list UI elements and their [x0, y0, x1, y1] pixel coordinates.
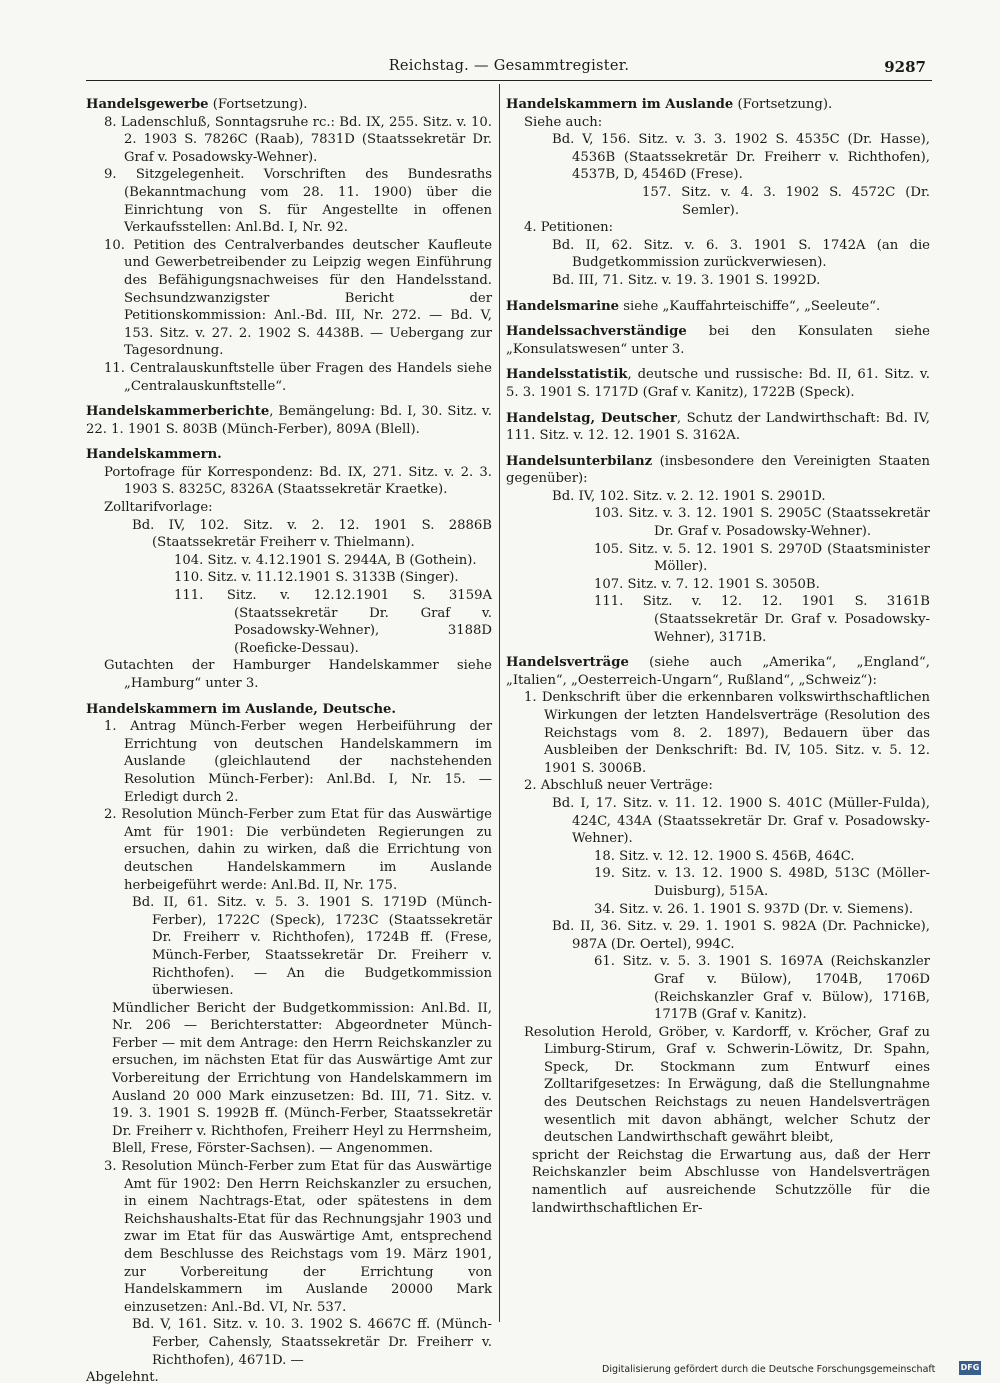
column-divider: [499, 84, 500, 1322]
header-title: Reichstag. — Gesammtregister.: [388, 58, 630, 74]
entry-term: Handelskammern im Auslande: [506, 97, 734, 112]
index-subentry: 4. Petitionen:: [524, 220, 614, 236]
index-subentry: 34. Sitz. v. 26. 1. 1901 S. 937D (Dr. v. Siemens).: [594, 901, 914, 917]
entry-text: , Bemängelung: Bd. I, 30. Sitz. v. 22. 1. 1901 S. 803B (Münch-Ferber), 809A (Blell).: [86, 404, 492, 437]
entry-term: Handelsmarine: [506, 298, 620, 314]
index-subentry: 104. Sitz. v. 4.12.1901 S. 2944A, B (Gothein).: [174, 552, 477, 568]
entry-text: , Schutz der Landwirthschaft: Bd. IV, 111. Sitz. v. 12. 12. 1901 S. 3162A.: [506, 410, 930, 444]
index-entry: [506, 410, 930, 445]
dfg-logo: DFG: [959, 1361, 981, 1375]
footer-credit: Digitalisierung gefördert durch die Deutsche Forschungsgemeinschaft: [602, 1364, 936, 1375]
entry-term: Handelsverträge: [506, 655, 629, 671]
index-subentry: 111. Sitz. v. 12.12.1901 S. 3159A (Staatssekretär Dr. Graf v. Posadowsky-Wehner), 3188D (Roeficke-Dessau).: [174, 588, 492, 656]
index-subentry: 2. Abschluß neuer Verträge:: [524, 778, 713, 794]
index-subentry: Bd. IV, 102. Sitz. v. 2. 12. 1901 S. 2886B (Staatssekretär Freiherr v. Thielmann).: [132, 517, 492, 551]
index-subentry: 105. Sitz. v. 5. 12. 1901 S. 2970D (Staatsminister Möller).: [594, 541, 930, 575]
index-subentry: 111. Sitz. v. 12. 12. 1901 S. 3161B (Staatssekretär Dr. Graf v. Posadowsky-Wehner), 3171B.: [594, 594, 930, 645]
index-entry: [86, 403, 492, 438]
right-column: [506, 96, 930, 1217]
index-entry: [86, 96, 492, 114]
index-subentry: Bd. I, 17. Sitz. v. 11. 12. 1900 S. 401C (Müller-Fulda), 424C, 434A (Staatssekretär Dr. Graf v. Posadowsky-Wehner).: [552, 795, 930, 847]
index-entry: [506, 323, 930, 358]
index-entry: [506, 96, 930, 114]
entry-term: Handelskammern im Auslande, Deutsche.: [86, 701, 397, 717]
index-subentry: 2. Resolution Münch-Ferber zum Etat für das Auswärtige Amt für 1901: Die verbündeten Regierungen zu ersuchen, dahin zu wirken, daß die Errichtung von deutschen Handelskammern im Auslande herbeigeführt werde: Anl.Bd. II, Nr. 175.: [104, 807, 492, 893]
index-subentry: 103. Sitz. v. 3. 12. 1901 S. 2905C (Staatssekretär Dr. Graf v. Posadowsky-Wehner).: [594, 506, 930, 540]
entry-term: Handelskammerberichte: [86, 404, 270, 420]
index-subentry: Bd. II, 62. Sitz. v. 6. 3. 1901 S. 1742A (an die Budgetkommission zurückverwiesen).: [552, 237, 930, 271]
index-subentry: 107. Sitz. v. 7. 12. 1901 S. 3050B.: [594, 576, 820, 592]
entry-text: (Fortsetzung).: [733, 97, 833, 112]
index-subentry: 157. Sitz. v. 4. 3. 1902 S. 4572C (Dr. Semler).: [642, 184, 930, 218]
left-column: [86, 96, 492, 1387]
index-subentry: Zolltarifvorlage:: [104, 500, 213, 516]
index-subentry: Abgelehnt.: [86, 1370, 159, 1386]
entry-text: (insbesondere den Vereinigten Staaten gegenüber):: [506, 453, 930, 487]
index-entry: [86, 446, 492, 464]
index-subentry: 11. Centralauskunftstelle über Fragen des Handels siehe „Centralauskunftstelle“.: [104, 360, 492, 394]
index-subentry: Bd. V, 156. Sitz. v. 3. 3. 1902 S. 4535C (Dr. Hasse), 4536B (Staatssekretär Dr. Freiherr v. Richthofen), 4537B, D, 4546D (Frese).: [552, 132, 930, 183]
entry-term: Handelskammern.: [86, 447, 222, 463]
index-subentry: 9. Sitzgelegenheit. Vorschriften des Bundesraths (Bekanntmachung vom 28. 11. 1900) über die Einrichtung von S. für Angestellte in offenen Verkaufsstellen: Anl.Bd. I, Nr. 92.: [104, 167, 492, 236]
index-subentry: 61. Sitz. v. 5. 3. 1901 S. 1697A (Reichskanzler Graf v. Bülow), 1704B, 1706D (Reichskanzler Graf v. Bülow), 1716B, 1717B (Graf v. Kanitz).: [594, 954, 930, 1023]
index-subentry: 3. Resolution Münch-Ferber zum Etat für das Auswärtige Amt für 1902: Den Herrn Reichskanzler zu ersuchen, in einem Nachtrags-Etat, oder spätestens in dem Reichshaushalts-Etat für das Rechnungsjahr 1903 und zwar im Etat für das Auswärtige Amt, entsprechend dem Beschlusse des Reichstags vom 19. März 1901, zur Vorbereitung der Errichtung von Handelskammern im Auslande 20000 Mark einzusetzen: Anl.-Bd. VI, Nr. 537.: [104, 1159, 492, 1315]
entry-term: Handelsgewerbe: [86, 97, 209, 112]
index-entry: [506, 453, 930, 488]
index-subentry: 19. Sitz. v. 13. 12. 1900 S. 498D, 513C (Möller-Duisburg), 515A.: [594, 866, 930, 899]
index-subentry: Portofrage für Korrespondenz: Bd. IX, 271. Sitz. v. 2. 3. 1903 S. 8325C, 8326A (Staatssekretär Kraetke).: [104, 464, 492, 498]
index-entry: [506, 654, 930, 689]
index-entry: [506, 366, 930, 401]
index-entry: [86, 701, 492, 719]
page-number: 9287: [884, 58, 926, 76]
index-subentry: Bd. II, 36. Sitz. v. 29. 1. 1901 S. 982A (Dr. Pachnicke), 987A (Dr. Oertel), 994C.: [552, 919, 930, 952]
index-subentry: Mündlicher Bericht der Budgetkommission: Anl.Bd. II, Nr. 206 — Berichterstatter: Abgeordneter Münch-Ferber — mit dem Antrage: den Herrn Reichskanzler zu ersuchen, im nächsten Etat für das Auswärtige Amt zur Vorbereitung der Errichtung von Handelskammern im Ausland 20 000 Mark einzusetzen: Bd. III, 71. Sitz. v. 19. 3. 1901 S. 1992B ff. (Münch-Ferber, Staatssekretär Dr. Freiherr v. Richthofen, Freiherr Heyl zu Herrnsheim, Blell, Frese, Förster-Sachsen). — Angenommen.: [112, 1000, 492, 1157]
entry-term: Handelsunterbilanz: [506, 453, 653, 469]
index-subentry: Gutachten der Hamburger Handelskammer siehe „Hamburg“ unter 3.: [104, 658, 492, 691]
index-subentry: Resolution Herold, Gröber, v. Kardorff, v. Kröcher, Graf zu Limburg-Stirum, Graf v. Schwerin-Löwitz, Dr. Spahn, Speck, Dr. Stockmann zum Entwurf eines Zolltarifgesetzes: In Erwägung, daß die Stellungnahme des Deutschen Reichstags zu neuen Handelsverträgen wesentlich mit davon abhängt, welcher Schutz der deutschen Landwirthschaft gewährt bleibt,: [524, 1024, 930, 1146]
entry-text: bei den Konsulaten siehe „Konsulatswesen“ unter 3.: [506, 324, 930, 357]
index-subentry: 1. Antrag Münch-Ferber wegen Herbeiführung der Errichtung von deutschen Handelskammern im Auslande (gleichlautend der nachstehenden Resolution Münch-Ferber): Anl.Bd. I, Nr. 15. — Erledigt durch 2.: [104, 719, 492, 805]
index-subentry: 10. Petition des Centralverbandes deutscher Kaufleute und Gewerbetreibender zu Leipzig wegen Einführung des Befähigungsnachweises für den Handelsstand. Sechsundzwanzigster Bericht der Petitionskommission: Anl.-Bd. III, Nr. 272. — Bd. V, 153. Sitz. v. 27. 2. 1902 S. 4438B. — Uebergang zur Tagesordnung.: [104, 237, 492, 359]
entry-term: Handelstag, Deutscher: [506, 410, 677, 426]
entry-text: (siehe auch „Amerika“, „England“, „Italien“, „Oesterreich-Ungarn“, Rußland“, „Schweiz“):: [506, 655, 930, 688]
index-subentry: 1. Denkschrift über die erkennbaren volkswirthschaftlichen Wirkungen der letzten Handelsverträge (Resolution des Reichstags vom 8. 2. 1897), Bedauern über das Ausbleiben der Denkschrift: Bd. IV, 105. Sitz. v. 5. 12. 1901 S. 3006B.: [524, 690, 930, 776]
index-entry: [506, 298, 930, 316]
running-header: [86, 58, 932, 81]
entry-term: Handelssachverständige: [506, 324, 687, 340]
index-subentry: Bd. III, 71. Sitz. v. 19. 3. 1901 S. 1992D.: [552, 272, 821, 288]
index-subentry: 110. Sitz. v. 11.12.1901 S. 3133B (Singer).: [174, 570, 459, 586]
index-subentry: 18. Sitz. v. 12. 12. 1900 S. 456B, 464C.: [594, 848, 855, 864]
entry-text: (Fortsetzung).: [208, 97, 308, 112]
index-subentry: Bd. II, 61. Sitz. v. 5. 3. 1901 S. 1719D (Münch-Ferber), 1722C (Speck), 1723C (Staatssekretär Dr. Freiherr v. Richthofen), 1724B ff. (Frese, Münch-Ferber, Staatssekretär Dr. Freiherr v. Richthofen). — An die Budgetkommission überwiesen.: [132, 895, 492, 999]
entry-text: siehe „Kauffahrteischiffe“, „Seeleute“.: [619, 298, 881, 314]
index-subentry: 8. Ladenschluß, Sonntagsruhe rc.: Bd. IX, 255. Sitz. v. 10. 2. 1903 S. 7826C (Raab), 7831D (Staatssekretär Dr. Graf v. Posadowsky-Wehner).: [104, 114, 492, 165]
entry-term: Handelsstatistik: [506, 367, 628, 383]
entry-text: , deutsche und russische: Bd. II, 61. Sitz. v. 5. 3. 1901 S. 1717D (Graf v. Kanitz), 1722B (Speck).: [506, 367, 930, 400]
index-subentry: Bd. IV, 102. Sitz. v. 2. 12. 1901 S. 2901D.: [552, 488, 826, 504]
index-subentry: Bd. V, 161. Sitz. v. 10. 3. 1902 S. 4667C ff. (Münch-Ferber, Cahensly, Staatssekretär Dr. Freiherr v. Richthofen), 4671D. —: [132, 1317, 492, 1368]
index-subentry: spricht der Reichstag die Erwartung aus, daß der Herr Reichskanzler beim Abschlusse von Handelsverträgen namentlich auf ausreichende Schutzzölle für die landwirthschaftlichen Er-: [532, 1147, 930, 1216]
index-subentry: Siehe auch:: [524, 114, 603, 130]
